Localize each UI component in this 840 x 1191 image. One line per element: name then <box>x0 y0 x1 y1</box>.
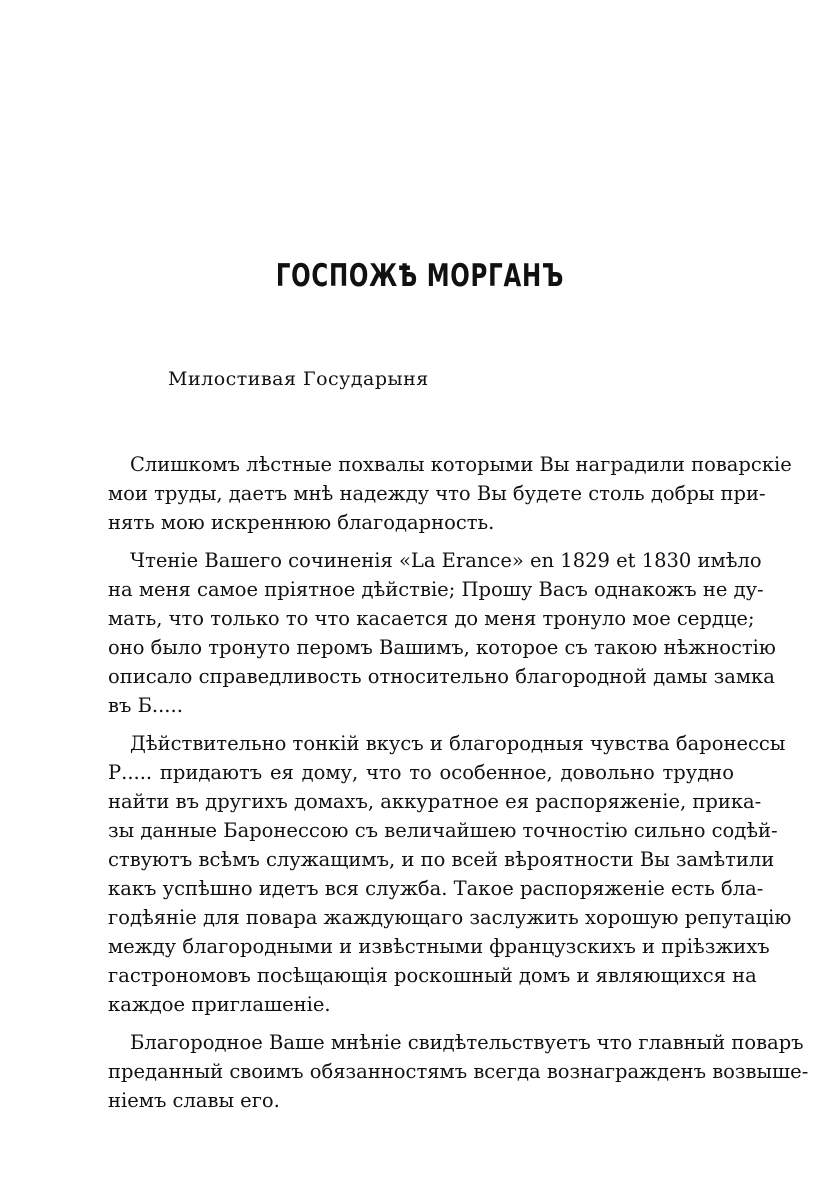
text-line: Р..... придаютъ ея дому, что то особенное, довольно трудно <box>108 761 734 784</box>
text-line: мои труды, даетъ мнѣ надежду что Вы будете столь добры при- <box>108 482 766 505</box>
paragraph <box>108 450 792 537</box>
paragraph <box>108 546 776 720</box>
page-title: ГОСПОЖѢ МОРГАНЪ <box>275 258 565 294</box>
text-line: между благородными и извѣстными французскихъ и пріѣзжихъ <box>108 935 770 958</box>
text-line: зы данные Баронессою съ величайшею точностію сильно содѣй- <box>108 819 778 842</box>
paragraph <box>108 1028 809 1115</box>
text-line: каждое приглашеніе. <box>108 993 331 1016</box>
text-line: Дѣйствительно тонкій вкусъ и благородныя чувства баронессы <box>130 732 786 755</box>
text-line: преданный своимъ обязанностямъ всегда вознагражденъ возвыше- <box>108 1060 809 1083</box>
salutation: Милостивая Государыня <box>168 368 429 390</box>
text-line: мать, что только то что касается до меня тронуло мое сердце; <box>108 607 755 630</box>
text-line: описало справедливость относительно благородной дамы замка <box>108 665 775 688</box>
text-line: Чтеніе Вашего сочиненія «La Erance» en 1829 et 1830 имѣло <box>130 549 762 572</box>
body-text <box>108 450 809 1124</box>
text-line: нять мою искреннюю благодарность. <box>108 511 495 534</box>
text-line: какъ успѣшно идетъ вся служба. Такое распоряженіе есть бла- <box>108 877 764 900</box>
text-line: годѣяніе для повара жаждующаго заслужить хорошую репутацію <box>108 906 792 929</box>
text-line: въ Б..... <box>108 694 183 717</box>
paragraph <box>108 729 792 1019</box>
text-line: оно было тронуто перомъ Вашимъ, которое съ такою нѣжностію <box>108 636 776 659</box>
text-line: Слишкомъ лѣстные похвалы которыми Вы наградили поварскіе <box>130 453 792 476</box>
text-line: Благородное Ваше мнѣніе свидѣтельствуетъ что главный поваръ <box>130 1031 804 1054</box>
text-line: ствуютъ всѣмъ служащимъ, и по всей вѣроятности Вы замѣтили <box>108 848 775 871</box>
text-line: на меня самое пріятное дѣйствіе; Прошу Васъ однакожъ не ду- <box>108 578 764 601</box>
text-line: найти въ другихъ домахъ, аккуратное ея распоряженіе, прика- <box>108 790 762 813</box>
text-line: гастрономовъ посѣщающія роскошный домъ и являющихся на <box>108 964 757 987</box>
text-line: ніемъ славы его. <box>108 1089 280 1112</box>
